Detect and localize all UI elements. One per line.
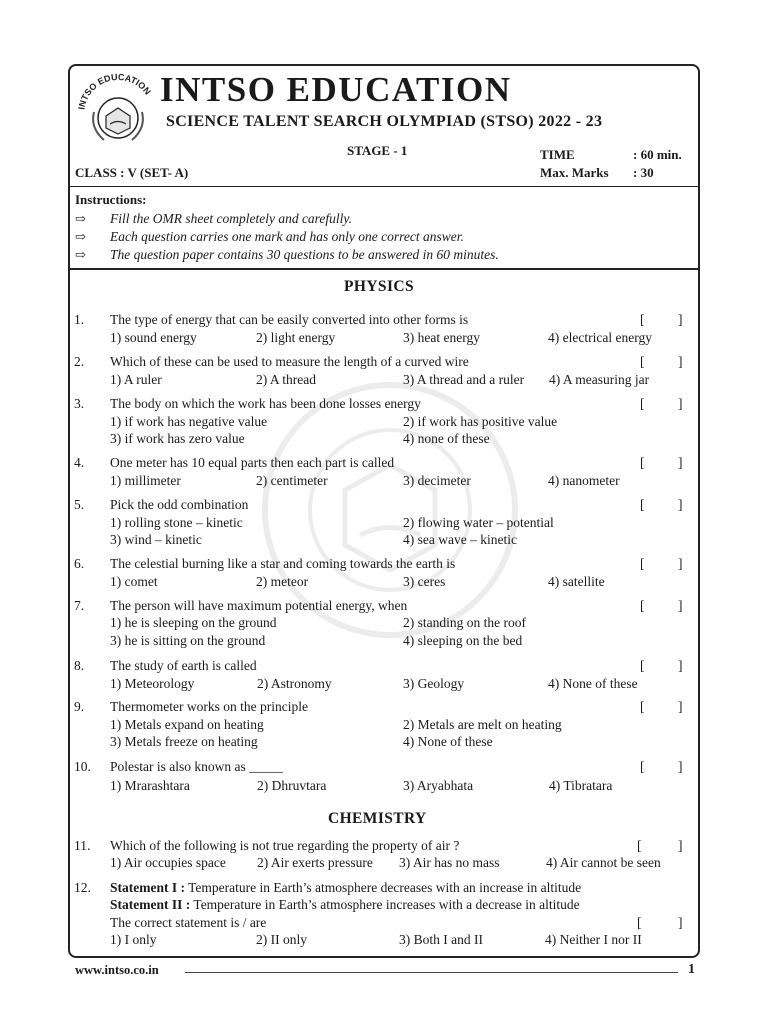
instruction-item: ⇨ Fill the OMR sheet completely and carefully. <box>75 211 353 226</box>
question-number: 10. <box>74 759 91 774</box>
option-2: 2) Dhruvtara <box>257 778 327 793</box>
question-text: One meter has 10 equal parts then each part is called <box>110 455 395 470</box>
option-4: 4) nanometer <box>548 473 620 488</box>
answer-bracket-open: [ <box>640 455 645 470</box>
footer-divider <box>185 972 678 973</box>
option-3: 3) Both I and II <box>399 932 483 947</box>
intso-logo <box>74 72 162 150</box>
question-text: The person will have maximum potential energy, when <box>110 598 408 613</box>
exam-subtitle: SCIENCE TALENT SEARCH OLYMPIAD (STSO) 2022 - 23 <box>166 113 603 130</box>
question-number: 5. <box>74 497 85 512</box>
answer-bracket-open: [ <box>637 915 642 930</box>
answer-bracket-close: ] <box>678 598 683 613</box>
option-1: 1) he is sleeping on the ground <box>110 615 277 630</box>
option-3: 3) Metals freeze on heating <box>110 734 258 749</box>
option-2: 2) standing on the roof <box>403 615 526 630</box>
answer-bracket-open: [ <box>640 312 645 327</box>
option-2: 2) Astronomy <box>257 676 332 691</box>
option-3: 3) decimeter <box>403 473 471 488</box>
answer-bracket-open: [ <box>640 598 645 613</box>
option-3: 3) Aryabhata <box>403 778 474 793</box>
answer-bracket-close: ] <box>678 396 683 411</box>
statement-2: Statement II : Temperature in Earth’s atmosphere increases with a decrease in altitude <box>110 897 580 912</box>
answer-bracket-open: [ <box>640 396 645 411</box>
question-number: 11. <box>74 838 91 853</box>
option-4: 4) Tibratara <box>549 778 613 793</box>
answer-bracket-close: ] <box>678 838 683 853</box>
option-2: 2) A thread <box>256 372 316 387</box>
question-text: Pick the odd combination <box>110 497 249 512</box>
question-text: The body on which the work has been done losses energy <box>110 396 421 411</box>
option-3: 3) Geology <box>403 676 465 691</box>
answer-bracket-close: ] <box>678 455 683 470</box>
option-4: 4) sea wave – kinetic <box>403 532 517 547</box>
question-number: 1. <box>74 312 85 327</box>
option-3: 3) wind – kinetic <box>110 532 202 547</box>
option-4: 4) sleeping on the bed <box>403 633 523 648</box>
question-text: The celestial burning like a star and coming towards the earth is <box>110 556 456 571</box>
option-2: 2) if work has positive value <box>403 414 558 429</box>
option-2: 2) meteor <box>256 574 309 589</box>
answer-bracket-open: [ <box>640 658 645 673</box>
answer-bracket-open: [ <box>640 699 645 714</box>
answer-bracket-open: [ <box>640 354 645 369</box>
question-number: 3. <box>74 396 85 411</box>
instructions-title: Instructions: <box>75 192 147 207</box>
question-text: Which of the following is not true regarding the property of air ? <box>110 838 460 853</box>
section-title-physics: PHYSICS <box>344 278 414 295</box>
option-1: 1) sound energy <box>110 330 197 345</box>
option-1: 1) Mrarashtara <box>110 778 190 793</box>
option-4: 4) None of these <box>403 734 493 749</box>
option-3: 3) he is sitting on the ground <box>110 633 266 648</box>
option-2: 2) II only <box>256 932 307 947</box>
answer-bracket-close: ] <box>678 556 683 571</box>
instruction-item: ⇨ The question paper contains 30 questions to be answered in 60 minutes. <box>75 247 499 262</box>
question-number: 8. <box>74 658 85 673</box>
answer-bracket-open: [ <box>637 838 642 853</box>
question-text: Thermometer works on the principle <box>110 699 308 714</box>
option-4: 4) A measuring jar <box>549 372 650 387</box>
option-1: 1) rolling stone – kinetic <box>110 515 243 530</box>
question-number: 4. <box>74 455 85 470</box>
time-label: TIME <box>540 147 575 162</box>
time-value: : 60 min. <box>633 147 682 162</box>
answer-bracket-close: ] <box>678 658 683 673</box>
arrow-right-icon: ⇨ <box>75 247 86 262</box>
option-3: 3) if work has zero value <box>110 431 245 446</box>
answer-bracket-open: [ <box>640 759 645 774</box>
answer-bracket-open: [ <box>640 497 645 512</box>
option-4: 4) None of these <box>548 676 638 691</box>
stage-label: STAGE - 1 <box>347 143 408 158</box>
question-number: 12. <box>74 880 91 895</box>
question-number: 6. <box>74 556 85 571</box>
page-number: 1 <box>688 962 695 977</box>
option-2: 2) centimeter <box>256 473 328 488</box>
answer-bracket-close: ] <box>678 915 683 930</box>
question-text: Polestar is also known as _____ <box>110 759 283 774</box>
option-1: 1) if work has negative value <box>110 414 268 429</box>
instructions-divider <box>68 268 700 270</box>
option-3: 3) heat energy <box>403 330 480 345</box>
answer-bracket-close: ] <box>678 497 683 512</box>
option-4: 4) satellite <box>548 574 605 589</box>
option-1: 1) comet <box>110 574 158 589</box>
option-4: 4) Air cannot be seen <box>546 855 661 870</box>
arrow-right-icon: ⇨ <box>75 229 86 244</box>
question-text: The correct statement is / are <box>110 915 267 930</box>
option-2: 2) Metals are melt on heating <box>403 717 562 732</box>
option-4: 4) Neither I nor II <box>545 932 642 947</box>
answer-bracket-close: ] <box>678 759 683 774</box>
question-text: The type of energy that can be easily converted into other forms is <box>110 312 469 327</box>
option-1: 1) millimeter <box>110 473 181 488</box>
svg-text:INTSO EDUCATION <box>76 72 153 110</box>
question-number: 7. <box>74 598 85 613</box>
marks-label: Max. Marks <box>540 165 609 180</box>
option-2: 2) flowing water – potential <box>403 515 554 530</box>
option-2: 2) light energy <box>256 330 336 345</box>
option-1: 1) Air occupies space <box>110 855 226 870</box>
logo-text: INTSO EDUCATION <box>76 72 153 111</box>
class-label: CLASS : V (SET- A) <box>75 165 189 180</box>
option-3: 3) Air has no mass <box>399 855 500 870</box>
option-2: 2) Air exerts pressure <box>257 855 373 870</box>
option-4: 4) none of these <box>403 431 490 446</box>
answer-bracket-close: ] <box>678 699 683 714</box>
brand-title: INTSO EDUCATION <box>160 70 512 109</box>
section-title-chemistry: CHEMISTRY <box>328 810 427 827</box>
answer-bracket-open: [ <box>640 556 645 571</box>
statement-1: Statement I : Temperature in Earth’s atmosphere decreases with an increase in altitude <box>110 880 582 895</box>
header-divider <box>68 186 700 187</box>
question-text: The study of earth is called <box>110 658 257 673</box>
option-1: 1) Meteorology <box>110 676 195 691</box>
option-1: 1) Metals expand on heating <box>110 717 264 732</box>
answer-bracket-close: ] <box>678 312 683 327</box>
question-number: 2. <box>74 354 85 369</box>
question-text: Which of these can be used to measure the length of a curved wire <box>110 354 469 369</box>
option-1: 1) I only <box>110 932 157 947</box>
option-4: 4) electrical energy <box>548 330 652 345</box>
option-1: 1) A ruler <box>110 372 162 387</box>
option-3: 3) A thread and a ruler <box>403 372 525 387</box>
answer-bracket-close: ] <box>678 354 683 369</box>
footer-url[interactable]: www.intso.co.in <box>75 963 159 977</box>
instruction-item: ⇨ Each question carries one mark and has only one correct answer. <box>75 229 464 244</box>
arrow-right-icon: ⇨ <box>75 211 86 226</box>
marks-value: : 30 <box>633 165 654 180</box>
question-number: 9. <box>74 699 85 714</box>
option-3: 3) ceres <box>403 574 446 589</box>
